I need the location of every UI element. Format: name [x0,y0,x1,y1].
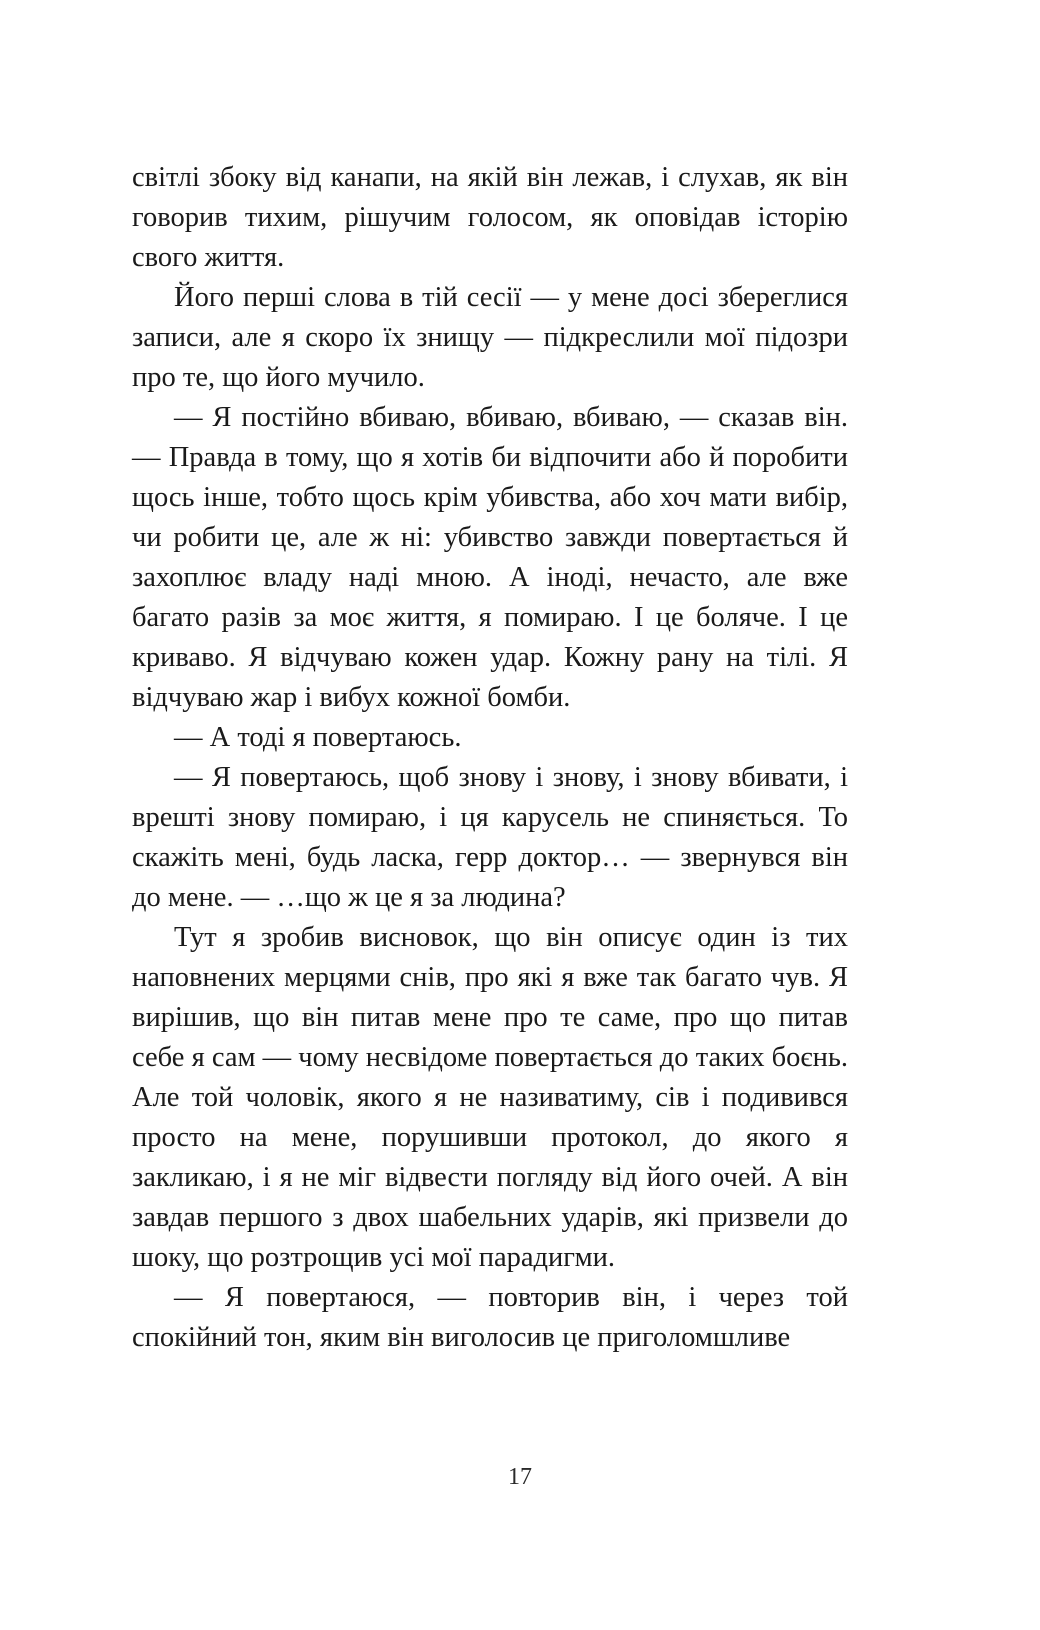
page-number: 17 [508,1464,532,1490]
paragraph-continuation: світлі збоку від канапи, на якій він лежав, і слухав, як він говорив тихим, рішучим голосом, як оповідав історію свого життя. [132,162,848,273]
paragraph-dialogue-i-return-repeated: — Я повертаюся, — повторив він, і через той спокійний тон, яким він виголосив це приголомшливе [132,1282,848,1353]
paragraph-dialogue-i-kill: — Я постійно вбиваю, вбиваю, вбиваю, — сказав він. — Правда в тому, що я хотів би відпочити або й поробити щось інше, тобто щось крім убивства, або хоч мати вибір, чи робити це, але ж ні: убивство завжди повертається й захоплює владу наді мною. А іноді, нечасто, але вже багато разів за моє життя, я помираю. І це боляче. І це криваво. Я відчуваю кожен удар. Кожну рану на тілі. Я відчуваю жар і вибух кожної бомби. [132,402,848,713]
page-text-block [132,158,848,1358]
paragraph-narrative-first-words: Його перші слова в тій сесії — у мене досі збереглися записи, але я скоро їх знищу — підкреслили мої підозри про те, що його мучило. [132,282,848,393]
paragraph-dialogue-carousel: — Я повертаюсь, щоб знову і знову, і знову вбивати, і врешті знову помираю, і ця карусель не спиняється. То скажіть мені, будь ласка, герр доктор… — звернувся він до мене. — …що ж це я за людина? [132,762,848,913]
paragraph-dialogue-and-then-i-return: — А тоді я повертаюсь. [174,722,462,753]
paragraph-narrative-conclusion: Тут я зробив висновок, що він описує один із тих наповнених мерцями снів, про які я вже так багато чув. Я вирішив, що він питав мене про те саме, про що питав себе я сам — чому несвідоме повертається до таких боєнь. Але той чоловік, якого я не називатиму, сів і подивився просто на мене, порушивши протокол, до якого я закликаю, і я не міг відвести погляду від його очей. А він завдав першого з двох шабельних ударів, які призвели до шоку, що розтрощив усі мої парадигми. [132,922,848,1273]
